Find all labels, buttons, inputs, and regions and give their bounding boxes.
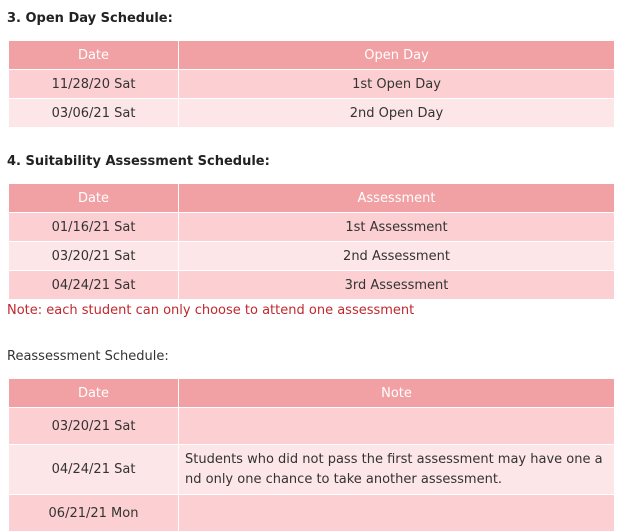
note-cell: Students who did not pass the first assessment may have one and only one chance to take another assessment. bbox=[179, 445, 615, 495]
table-row bbox=[9, 408, 615, 445]
open-day-table bbox=[8, 40, 615, 128]
table-header-row bbox=[9, 41, 615, 70]
date-cell: 01/16/21 Sat bbox=[9, 213, 179, 242]
column-header-date: Date bbox=[9, 184, 179, 213]
assessment-cell: 3rd Assessment bbox=[179, 271, 615, 300]
table-header-row bbox=[9, 379, 615, 408]
table-row bbox=[9, 213, 615, 242]
assessment-table bbox=[8, 183, 615, 300]
column-header-open-day: Open Day bbox=[179, 41, 615, 70]
reassessment-heading: Reassessment Schedule: bbox=[7, 349, 169, 364]
note-cell bbox=[179, 495, 615, 532]
table-row bbox=[9, 242, 615, 271]
table-row bbox=[9, 271, 615, 300]
table-row bbox=[9, 70, 615, 99]
assessment-note: Note: each student can only choose to attend one assessment bbox=[7, 303, 415, 318]
date-cell: 11/28/20 Sat bbox=[9, 70, 179, 99]
date-cell: 04/24/21 Sat bbox=[9, 271, 179, 300]
column-header-note: Note bbox=[179, 379, 615, 408]
date-cell: 03/20/21 Sat bbox=[9, 242, 179, 271]
table-row bbox=[9, 495, 615, 532]
assessment-cell: 1st Assessment bbox=[179, 213, 615, 242]
table-row bbox=[9, 99, 615, 128]
column-header-date: Date bbox=[9, 41, 179, 70]
open-day-cell: 1st Open Day bbox=[179, 70, 615, 99]
table-row bbox=[9, 445, 615, 495]
date-cell: 03/20/21 Sat bbox=[9, 408, 179, 445]
open-day-heading: 3. Open Day Schedule: bbox=[7, 11, 173, 26]
column-header-date: Date bbox=[9, 379, 179, 408]
assessment-heading: 4. Suitability Assessment Schedule: bbox=[7, 154, 270, 169]
table-header-row bbox=[9, 184, 615, 213]
note-cell bbox=[179, 408, 615, 445]
open-day-cell: 2nd Open Day bbox=[179, 99, 615, 128]
reassessment-table bbox=[8, 378, 615, 532]
date-cell: 03/06/21 Sat bbox=[9, 99, 179, 128]
column-header-assessment: Assessment bbox=[179, 184, 615, 213]
date-cell: 06/21/21 Mon bbox=[9, 495, 179, 532]
assessment-cell: 2nd Assessment bbox=[179, 242, 615, 271]
date-cell: 04/24/21 Sat bbox=[9, 445, 179, 495]
